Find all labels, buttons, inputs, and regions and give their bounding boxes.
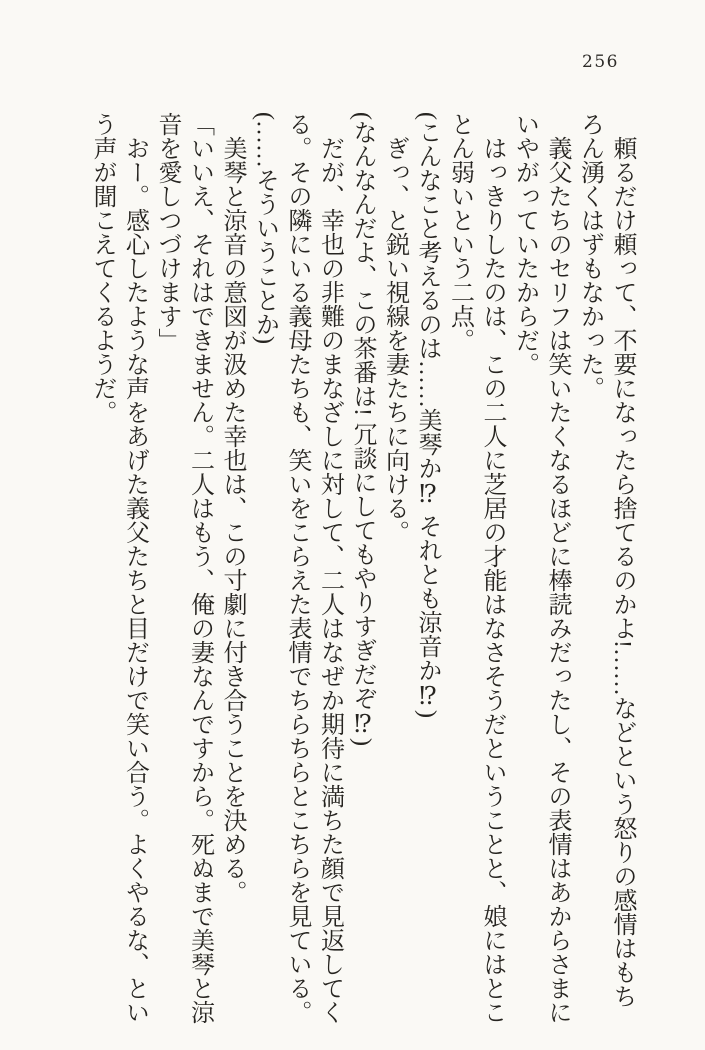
paragraph: (こんなこと考えるのは……美琴か⁉ それとも涼音か⁉) bbox=[414, 112, 440, 718]
paragraph: おー。感心したような声をあげた義父たちと目だけで笑い合う。よくやるな、という声が聞こえてくるようだ。 bbox=[89, 112, 148, 1024]
text-block bbox=[86, 112, 639, 1024]
paragraph: はっきりしたのは、この二人に芝居の才能はなさそうだということと、娘にはとことん弱いという二点。 bbox=[446, 112, 505, 1024]
paragraph: (……そういうことか) bbox=[251, 112, 278, 344]
paragraph: 頼るだけ頼って、不要になったら捨てるのかよ!……などという怒りの感情はもちろん湧くはずもなかった。 bbox=[576, 112, 635, 1008]
page-number: 256 bbox=[582, 52, 619, 72]
paragraph: だが、幸也の非難のまなざしに対して、二人はなぜか期待に満ちた顔で見返してくる。その隣にいる義母たちも、笑いをこらえた表情でちらちらとこちらを見ている。 bbox=[284, 112, 343, 1024]
paragraph: 「いいえ、それはできません。二人はもう、俺の妻なんですから。死ぬまで美琴と涼音を愛しつづけます」 bbox=[154, 112, 213, 1024]
paragraph: ぎっ、と鋭い視線を妻たちに向ける。 bbox=[381, 136, 408, 544]
paragraph: 義父たちのセリフは笑いたくなるほどに棒読みだったし、その表情はあからさまにいやがっていたからだ。 bbox=[511, 112, 570, 1024]
paragraph: (なんなんだよ、この茶番は! 冗談にしてもやりすぎだぞ⁉) bbox=[349, 112, 375, 746]
paragraph: 美琴と涼音の意図が汲めた幸也は、この寸劇に付き合うことを決める。 bbox=[219, 136, 245, 904]
